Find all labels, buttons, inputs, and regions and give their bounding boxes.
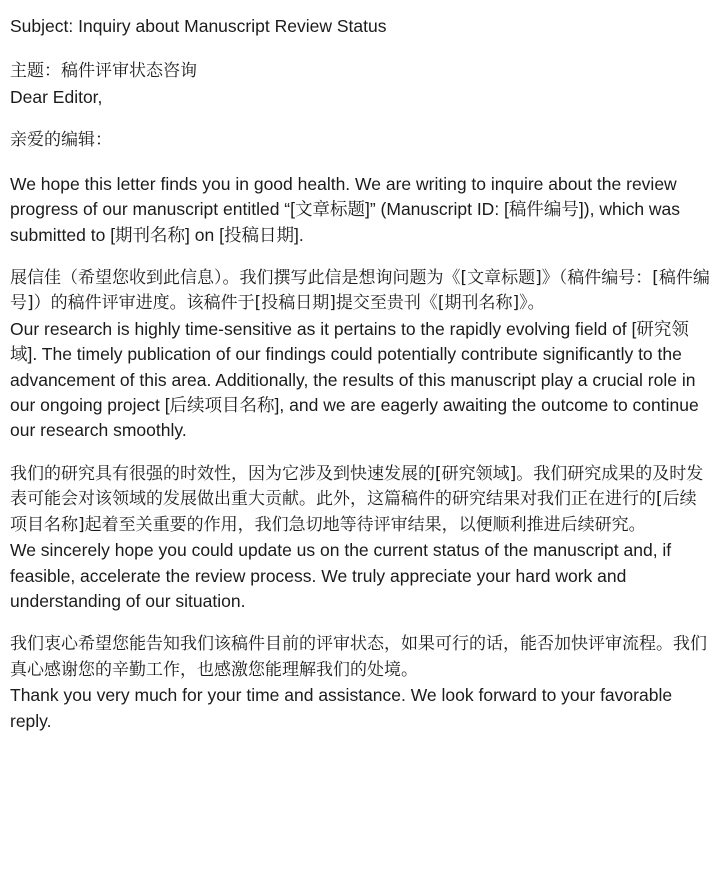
spacer	[10, 110, 712, 128]
spacer	[10, 444, 712, 462]
paragraph-4-english: Thank you very much for your time and assistance. We look forward to your favorable reply.	[10, 685, 673, 731]
paragraph-1-chinese: 展信佳（希望您收到此信息）。我们撰写此信是想询问题为《[文章标题]》（稿件编号：[稿件编号]）的稿件评审进度。该稿件于[投稿日期]提交至贵刊《[期刊名称]》。	[10, 267, 710, 314]
spacer	[10, 248, 712, 266]
paragraph-2-chinese: 我们的研究具有很强的时效性，因为它涉及到快速发展的[研究领域]。我们研究成果的及时发表可能会对该领域的发展做出重大贡献。此外，这篇稿件的研究结果对我们正在进行的[后续项目名称]起着至关重要的作用，我们急切地等待评审结果，以便顺利推进后续研究。	[10, 463, 704, 535]
paragraph-3-english: We sincerely hope you could update us on the current status of the manuscript and, if feasible, accelerate the review process. We truly appreciate your hard work and understanding of our situation.	[10, 540, 672, 611]
subject-line: Subject: Inquiry about Manuscript Review Status	[10, 16, 387, 36]
salutation-english: Dear Editor,	[10, 86, 103, 107]
subject-line-chinese: 主题：稿件评审状态咨询	[10, 61, 197, 82]
salutation-chinese: 亲爱的编辑：	[10, 130, 112, 151]
paragraph-3-chinese: 我们衷心希望您能告知我们该稿件目前的评审状态，如果可行的话，能否加快评审流程。我们真心感谢您的辛勤工作，也感激您能理解我们的处境。	[10, 634, 707, 680]
spacer	[10, 154, 712, 172]
paragraph-2-english: Our research is highly time-sensitive as it pertains to the rapidly evolving field of [研究领域]. The timely publication of our findings could potentially contribute significantly to the advancement of this area. Additionally, the results of this manuscript play a crucial role in our ongoing project [后续项目名称], and we are eagerly awaiting the outcome to continue our research smoothly.	[10, 318, 699, 441]
paragraph-1-english: We hope this letter finds you in good health. We are writing to inquire about the review progress of our manuscript entitled “[文章标题]” (Manuscript ID: [稿件编号]), which was submitted to [期刊名称] on [投稿日期].	[10, 173, 681, 245]
spacer	[10, 614, 712, 632]
